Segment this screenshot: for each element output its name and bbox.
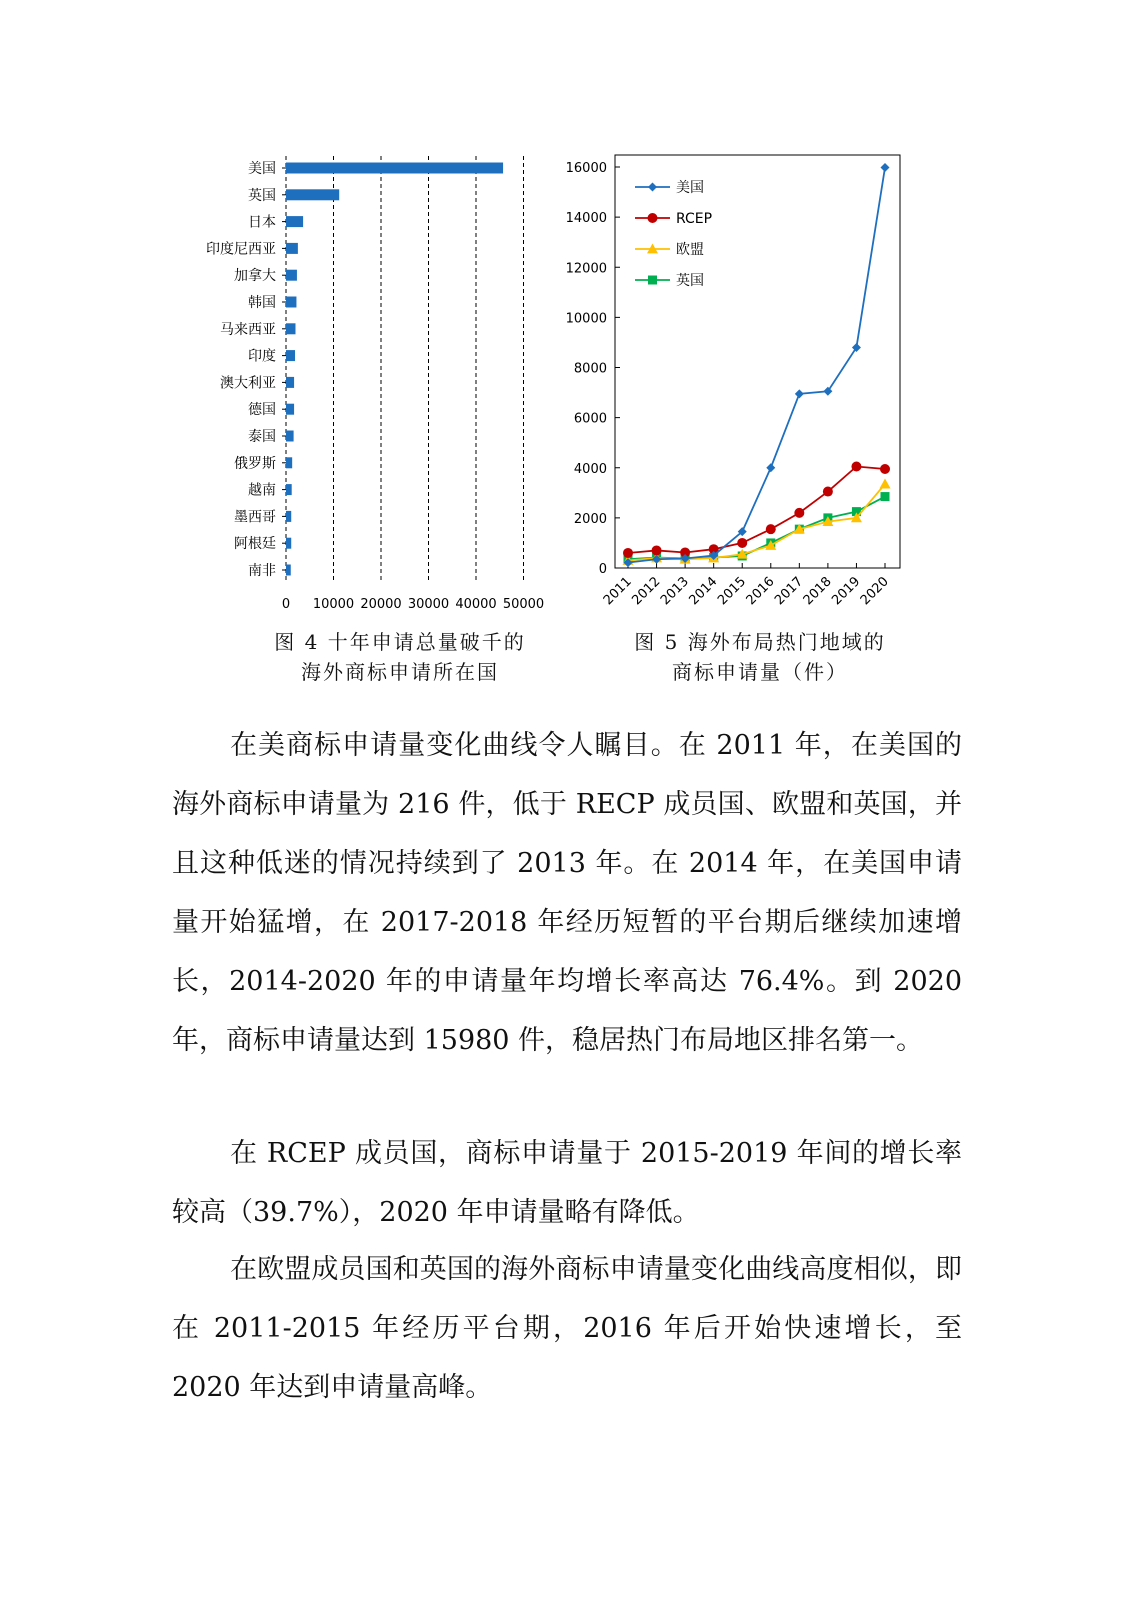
data-point bbox=[823, 487, 833, 497]
data-point bbox=[737, 538, 747, 548]
category-label: 韩国 bbox=[248, 295, 276, 311]
figure-4-caption-line-1: 图 4 十年申请总量破千的 bbox=[274, 630, 526, 654]
bar bbox=[286, 297, 296, 308]
data-point bbox=[795, 389, 804, 398]
x-tick-label: 2012 bbox=[629, 574, 664, 609]
x-tick-label: 0 bbox=[281, 597, 291, 612]
y-tick-label: 10000 bbox=[565, 311, 607, 327]
bar bbox=[286, 431, 294, 442]
category-label: 英国 bbox=[248, 187, 276, 204]
bar bbox=[286, 565, 291, 576]
x-tick-label: 2013 bbox=[657, 574, 692, 609]
figure-5-caption-line-1: 图 5 海外布局热门地域的 bbox=[634, 630, 886, 654]
y-tick-label: 0 bbox=[598, 562, 607, 577]
category-label: 墨西哥 bbox=[234, 509, 276, 526]
data-point bbox=[880, 479, 891, 489]
data-point bbox=[881, 163, 890, 172]
paragraph-rcep-trend: 在 RCEP 成员国，商标申请量于 2015-2019 年间的增长率较高（39.7%），2020 年申请量略有降低。 bbox=[172, 1138, 962, 1228]
data-point bbox=[852, 343, 861, 352]
y-tick-label: 14000 bbox=[565, 211, 607, 227]
legend-label: RCEP bbox=[676, 211, 713, 227]
x-tick-label: 20000 bbox=[360, 597, 402, 612]
y-tick-label: 2000 bbox=[573, 511, 607, 527]
line-chart-hot-regions bbox=[560, 145, 920, 625]
y-tick-label: 6000 bbox=[573, 411, 607, 427]
bar bbox=[286, 457, 292, 468]
bar bbox=[286, 350, 295, 361]
series-line bbox=[628, 168, 885, 563]
paragraph-eu-uk-trend: 在欧盟成员国和英国的海外商标申请量变化曲线高度相似，即在 2011-2015 年经历平台期，2016 年后开始快速增长，至 2020 年达到申请量高峰。 bbox=[172, 1254, 962, 1403]
bar bbox=[286, 163, 503, 174]
legend-marker bbox=[648, 183, 657, 192]
x-tick-label: 10000 bbox=[312, 597, 355, 612]
category-label: 泰国 bbox=[248, 429, 276, 445]
data-point bbox=[851, 461, 861, 471]
bar bbox=[286, 538, 291, 549]
x-tick-label: 40000 bbox=[455, 597, 497, 612]
bar bbox=[286, 484, 292, 495]
x-tick-label: 2015 bbox=[715, 574, 750, 609]
x-tick-label: 2011 bbox=[600, 574, 635, 609]
plot-frame bbox=[615, 155, 900, 568]
series-line bbox=[628, 484, 885, 560]
y-tick-label: 8000 bbox=[573, 361, 607, 377]
category-label: 印度尼西亚 bbox=[206, 241, 276, 258]
legend-marker bbox=[648, 276, 657, 285]
bar bbox=[286, 216, 303, 227]
y-tick-label: 16000 bbox=[565, 161, 607, 176]
bar bbox=[286, 377, 294, 388]
x-tick-label: 2020 bbox=[857, 574, 892, 609]
data-point bbox=[823, 387, 832, 396]
figure-5-caption-line-2: 商标申请量（件） bbox=[672, 660, 848, 684]
data-point bbox=[766, 524, 776, 534]
x-tick-label: 2016 bbox=[743, 574, 778, 609]
category-label: 日本 bbox=[248, 214, 276, 231]
paragraph-us-trend: 在美商标申请量变化曲线令人瞩目。在 2011 年，在美国的海外商标申请量为 216 件，低于 RECP 成员国、欧盟和英国，并且这种低迷的情况持续到了 2013 年。在 2014 年，在美国申请量开始猛增，在 2017-2018 年经历短暂的平台期后继续加速增长，2014-2020 年的申请量年均增长率高达 76.4%。到 2020 年，商标申请量达到 15980 件，稳居热门布局地区排名第一。 bbox=[172, 730, 962, 1056]
data-point bbox=[766, 463, 775, 472]
category-label: 阿根廷 bbox=[234, 536, 276, 553]
category-label: 美国 bbox=[248, 161, 276, 177]
data-point bbox=[880, 464, 890, 474]
category-label: 澳大利亚 bbox=[220, 375, 276, 392]
y-tick-label: 12000 bbox=[565, 261, 607, 277]
category-label: 印度 bbox=[248, 348, 276, 365]
data-point bbox=[652, 545, 662, 555]
data-point bbox=[794, 508, 804, 518]
legend-marker bbox=[648, 213, 658, 223]
x-tick-label: 2018 bbox=[800, 574, 835, 609]
bar bbox=[286, 404, 294, 415]
bar bbox=[286, 243, 298, 254]
data-point bbox=[623, 548, 633, 558]
figure-5-caption bbox=[600, 627, 920, 687]
x-tick-label: 2019 bbox=[829, 574, 864, 609]
y-tick-label: 4000 bbox=[573, 461, 607, 477]
category-label: 马来西亚 bbox=[220, 321, 276, 338]
series-line bbox=[628, 466, 885, 552]
category-label: 德国 bbox=[248, 402, 276, 419]
bar-chart-overseas-countries bbox=[180, 150, 560, 620]
data-point bbox=[881, 492, 890, 501]
category-label: 俄罗斯 bbox=[234, 455, 276, 472]
bar bbox=[286, 189, 339, 200]
category-label: 南非 bbox=[248, 563, 276, 579]
category-label: 加拿大 bbox=[234, 268, 276, 285]
x-tick-label: 30000 bbox=[407, 597, 450, 612]
x-tick-label: 2017 bbox=[772, 574, 807, 609]
category-label: 越南 bbox=[248, 482, 276, 499]
figure-4-caption bbox=[250, 627, 550, 687]
bar bbox=[286, 511, 291, 522]
x-tick-label: 2014 bbox=[686, 574, 721, 609]
figure-4-caption-line-2: 海外商标申请所在国 bbox=[301, 660, 499, 684]
legend-label: 美国 bbox=[676, 180, 704, 196]
bar bbox=[286, 323, 296, 334]
legend-label: 英国 bbox=[676, 273, 704, 289]
bar bbox=[286, 270, 297, 281]
x-tick-label: 50000 bbox=[502, 597, 545, 612]
legend-label: 欧盟 bbox=[676, 242, 704, 258]
